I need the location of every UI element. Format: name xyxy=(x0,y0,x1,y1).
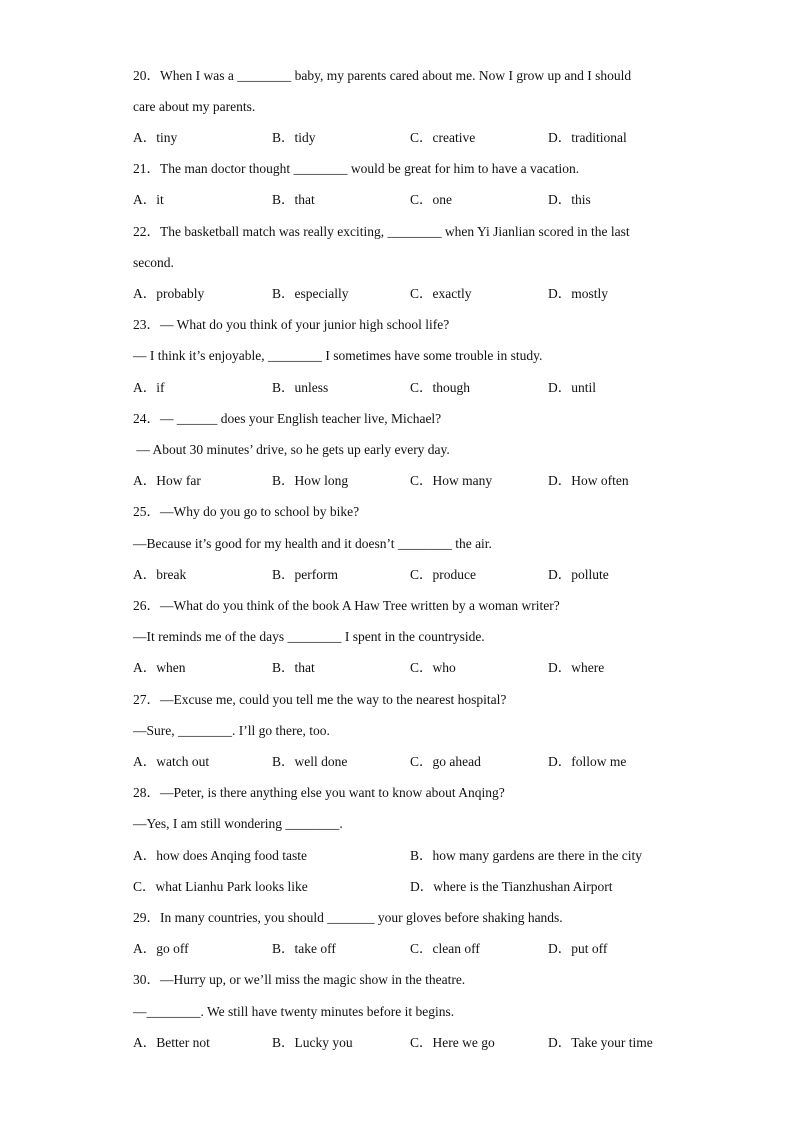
option-d[interactable]: D．mostly xyxy=(548,286,609,301)
question-29-stem-line-1: 29．In many countries, you should _______ your gloves before shaking hands. xyxy=(133,910,563,925)
question-20-stem-line-1: 20．When I was a ________ baby, my parents cared about me. Now I grow up and I should xyxy=(133,68,632,83)
option-d[interactable]: D．Take your time xyxy=(548,1035,653,1050)
option-a[interactable]: A．tiny xyxy=(133,130,178,145)
question-21-options xyxy=(133,191,693,209)
question-27-options xyxy=(133,753,693,771)
option-d[interactable]: D．traditional xyxy=(548,130,627,145)
option-a[interactable]: A．go off xyxy=(133,941,189,956)
question-30-stem-line-2: —________. We still have twenty minutes before it begins. xyxy=(133,1004,455,1019)
option-d[interactable]: D．until xyxy=(548,380,597,395)
option-a[interactable]: A．break xyxy=(133,567,187,582)
option-d[interactable]: D．pollute xyxy=(548,567,609,582)
question-27-stem-line-1: 27．—Excuse me, could you tell me the way to the nearest hospital? xyxy=(133,692,507,707)
question-28-stem-line-1: 28．—Peter, is there anything else you want to know about Anqing? xyxy=(133,785,505,800)
option-d[interactable]: D．follow me xyxy=(548,754,627,769)
question-22-stem-line-2: second. xyxy=(133,255,174,270)
option-b[interactable]: B．How long xyxy=(272,473,349,488)
question-21-stem-line-1: 21．The man doctor thought ________ would be great for him to have a vacation. xyxy=(133,161,580,176)
option-c[interactable]: C．creative xyxy=(410,130,476,145)
option-b[interactable]: B．especially xyxy=(272,286,349,301)
option-d[interactable]: D．where is the Tianzhushan Airport xyxy=(410,879,613,894)
question-27-stem-line-2: —Sure, ________. I’ll go there, too. xyxy=(133,723,330,738)
option-b[interactable]: B．take off xyxy=(272,941,336,956)
option-d[interactable]: D．put off xyxy=(548,941,608,956)
option-a[interactable]: A．if xyxy=(133,380,165,395)
option-c[interactable]: C．produce xyxy=(410,567,476,582)
option-d[interactable]: D．this xyxy=(548,192,591,207)
question-28-stem-line-2: —Yes, I am still wondering ________. xyxy=(133,816,343,831)
option-a[interactable]: A．watch out xyxy=(133,754,210,769)
question-28-options-row-1 xyxy=(133,847,693,865)
option-a[interactable]: A．How far xyxy=(133,473,201,488)
option-b[interactable]: B．unless xyxy=(272,380,329,395)
question-26-stem-line-1: 26．—What do you think of the book A Haw Tree written by a woman writer? xyxy=(133,598,560,613)
question-30-stem-line-1: 30．—Hurry up, or we’ll miss the magic show in the theatre. xyxy=(133,972,466,987)
option-a[interactable]: A．how does Anqing food taste xyxy=(133,848,307,863)
option-d[interactable]: D．where xyxy=(548,660,605,675)
option-b[interactable]: B．well done xyxy=(272,754,348,769)
question-24-stem-line-1: 24．— ______ does your English teacher live, Michael? xyxy=(133,411,442,426)
option-b[interactable]: B．that xyxy=(272,192,315,207)
question-22-options xyxy=(133,285,693,303)
option-c[interactable]: C．one xyxy=(410,192,452,207)
option-c[interactable]: C．who xyxy=(410,660,456,675)
option-b[interactable]: B．that xyxy=(272,660,315,675)
option-a[interactable]: A．when xyxy=(133,660,186,675)
option-c[interactable]: C．what Lianhu Park looks like xyxy=(133,879,308,894)
question-26-stem-line-2: —It reminds me of the days ________ I spent in the countryside. xyxy=(133,629,485,644)
option-c[interactable]: C．though xyxy=(410,380,471,395)
option-a[interactable]: A．Better not xyxy=(133,1035,210,1050)
question-23-stem-line-2: — I think it’s enjoyable, ________ I sometimes have some trouble in study. xyxy=(133,348,543,363)
question-23-options xyxy=(133,379,693,397)
question-22-stem-line-1: 22．The basketball match was really exciting, ________ when Yi Jianlian scored in the last xyxy=(133,224,630,239)
question-25-stem-line-2: —Because it’s good for my health and it doesn’t ________ the air. xyxy=(133,536,492,551)
option-a[interactable]: A．probably xyxy=(133,286,205,301)
option-b[interactable]: B．tidy xyxy=(272,130,316,145)
question-28-options-row-2 xyxy=(133,878,693,896)
question-26-options xyxy=(133,659,693,677)
option-c[interactable]: C．exactly xyxy=(410,286,472,301)
question-24-options xyxy=(133,472,693,490)
question-25-stem-line-1: 25．—Why do you go to school by bike? xyxy=(133,504,360,519)
option-c[interactable]: C．clean off xyxy=(410,941,480,956)
question-30-options xyxy=(133,1034,693,1052)
question-25-options xyxy=(133,566,693,584)
question-20-stem-line-2: care about my parents. xyxy=(133,99,256,114)
option-b[interactable]: B．how many gardens are there in the city xyxy=(410,848,643,863)
option-c[interactable]: C．Here we go xyxy=(410,1035,495,1050)
option-a[interactable]: A．it xyxy=(133,192,164,207)
option-b[interactable]: B．perform xyxy=(272,567,338,582)
question-23-stem-line-1: 23．— What do you think of your junior high school life? xyxy=(133,317,450,332)
option-c[interactable]: C．go ahead xyxy=(410,754,481,769)
question-20-options xyxy=(133,129,693,147)
question-24-stem-line-2: — About 30 minutes’ drive, so he gets up early every day. xyxy=(133,442,450,457)
option-d[interactable]: D．How often xyxy=(548,473,629,488)
option-c[interactable]: C．How many xyxy=(410,473,493,488)
question-29-options xyxy=(133,940,693,958)
option-b[interactable]: B．Lucky you xyxy=(272,1035,353,1050)
